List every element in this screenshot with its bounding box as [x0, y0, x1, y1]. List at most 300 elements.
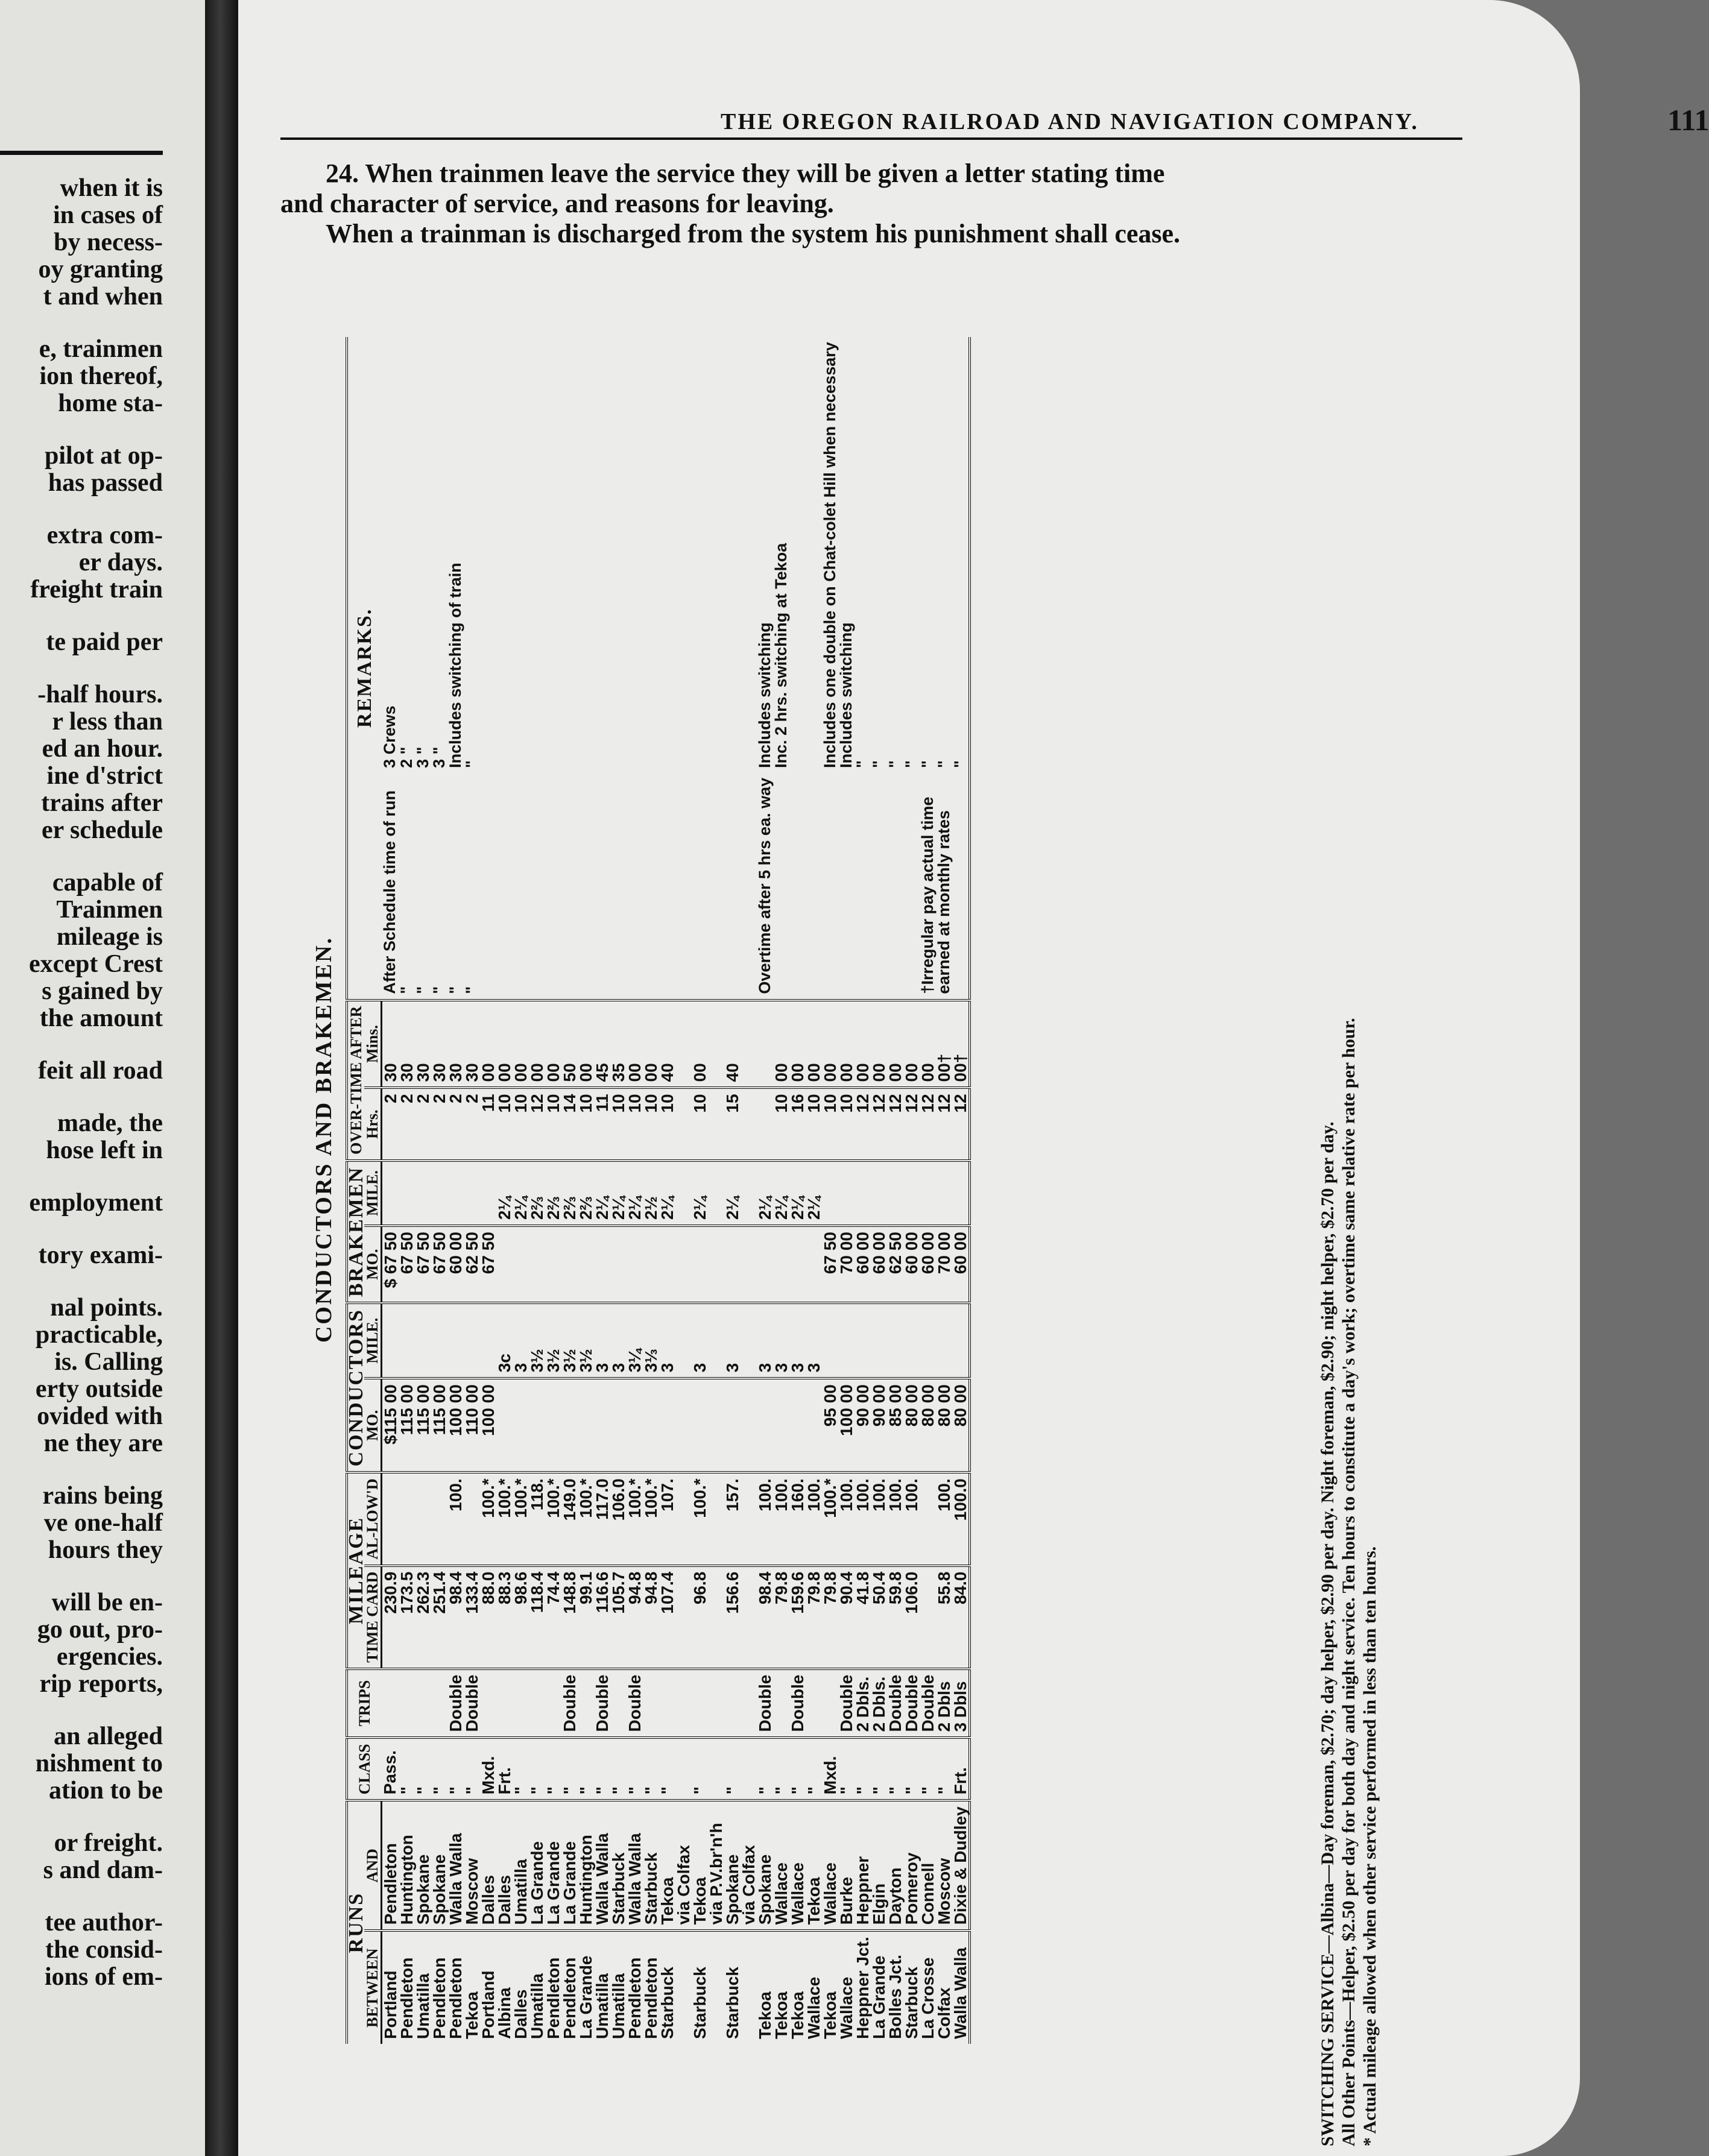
- class-cell: ": [724, 1738, 741, 1801]
- left-page-gap: [0, 1032, 163, 1058]
- table-row: [578, 337, 594, 2044]
- class-header: CLASS: [347, 1738, 382, 1801]
- class-cell: ": [936, 1738, 952, 1801]
- time-card-cell: 99.1: [578, 1566, 594, 1669]
- overtime-mins-cell: 00: [920, 1000, 936, 1088]
- left-page-line: er schedule: [41, 816, 163, 844]
- table-row: [659, 337, 675, 2044]
- remarks-b-cell: ": [918, 760, 937, 768]
- left-page-line: nishment to: [35, 1750, 163, 1777]
- remarks-b-cell: 2 ": [397, 746, 415, 768]
- remarks-a-cell: †Irregular pay actual time: [920, 773, 936, 1000]
- brakeman-mile-cell: [415, 1161, 431, 1226]
- conductor-mo-cell: [561, 1378, 578, 1472]
- trips-cell: Double: [887, 1669, 903, 1738]
- conductor-mo-cell: [594, 1378, 610, 1472]
- between-cell: Colfax: [935, 1987, 953, 2039]
- footnote-3: * Actual mileage allowed when other service performed in less than ten hours.: [1360, 1546, 1380, 2146]
- left-page-line: home sta-: [58, 389, 163, 417]
- remarks-b-cell: [659, 337, 675, 773]
- and-cell: Dixie & Dudley: [952, 1800, 970, 1931]
- allowed-cell: [464, 1472, 480, 1565]
- time-card-cell: 84.0: [952, 1566, 970, 1669]
- allowed-header: AL-LOW'D: [364, 1472, 382, 1565]
- left-page-line: oy granting: [38, 256, 163, 283]
- and-cell: Burke: [838, 1800, 854, 1931]
- left-page-line: pilot at op-: [44, 442, 163, 470]
- time-card-cell: 88.3: [496, 1566, 513, 1669]
- allowed-cell: 100.: [447, 1472, 464, 1565]
- brakeman-mile-cell: 2¼: [773, 1161, 789, 1226]
- allowed-cell: 100.: [773, 1472, 789, 1565]
- and-cell: Huntington: [578, 1800, 594, 1931]
- conductor-mile-cell: [431, 1303, 447, 1378]
- conductor-mo-cell: 80 00: [920, 1378, 936, 1472]
- left-page-line: e, trainmen: [39, 335, 163, 363]
- brakeman-mile-cell: 2⅔: [545, 1161, 561, 1226]
- overtime-hrs-cell: 10: [659, 1088, 675, 1160]
- remarks-b-cell: 3 ": [414, 746, 432, 768]
- between-cell: Heppner Jct.: [853, 1937, 872, 2039]
- overtime-hrs-cell: 10: [692, 1088, 708, 1160]
- left-page-line: -half hours.: [37, 681, 163, 708]
- class-cell: ": [561, 1738, 578, 1801]
- brakeman-mo-cell: [789, 1226, 806, 1303]
- footnote-2: All Other Points—Helper, $2.50 per day for both day and night service. Ten hours to constitute a day's work; overtime same relative rate per hour.: [1339, 1018, 1359, 2146]
- table-row: [545, 337, 561, 2044]
- conductor-mo-cell: 80 00: [952, 1378, 970, 1472]
- remarks-a-cell: [675, 773, 692, 1000]
- overtime-mins-cell: 00: [627, 1000, 643, 1088]
- remarks-b-cell: [561, 337, 578, 773]
- trips-cell: [692, 1669, 708, 1738]
- left-page-line: te paid per: [46, 628, 163, 656]
- time-card-cell: 133.4: [464, 1566, 480, 1669]
- remarks-a-cell: [578, 773, 594, 1000]
- brakeman-mo-header: MO.: [364, 1226, 382, 1303]
- class-cell: ": [757, 1738, 773, 1801]
- conductor-mile-cell: 3: [659, 1303, 675, 1378]
- between-cell: Dalles: [511, 1989, 530, 2039]
- brakeman-mo-cell: [578, 1226, 594, 1303]
- remarks-a-cell: ": [415, 773, 431, 1000]
- allowed-cell: [431, 1472, 447, 1565]
- trips-cell: 2 Dbls.: [854, 1669, 871, 1738]
- overtime-mins-cell: 35: [610, 1000, 627, 1088]
- allowed-cell: 100.*: [513, 1472, 529, 1565]
- left-page-line: freight train: [30, 576, 163, 604]
- remarks-b-cell: [708, 337, 724, 773]
- conductors-header: CONDUCTORS: [347, 1303, 364, 1472]
- table-row: [708, 337, 724, 2044]
- trips-cell: Double: [464, 1669, 480, 1738]
- class-cell: ": [806, 1738, 822, 1801]
- allowed-cell: [741, 1472, 757, 1565]
- left-page-line: when it is: [60, 174, 163, 202]
- class-cell: ": [887, 1738, 903, 1801]
- allowed-cell: [675, 1472, 692, 1565]
- between-cell: Pendleton: [446, 1957, 465, 2039]
- table-row: [724, 337, 741, 2044]
- conductor-mile-cell: 3¼: [627, 1303, 643, 1378]
- class-cell: ": [871, 1738, 887, 1801]
- remarks-a-cell: [871, 773, 887, 1000]
- conductor-mo-cell: 95 00: [822, 1378, 838, 1472]
- overtime-mins-cell: 00: [789, 1000, 806, 1088]
- brakeman-mile-cell: 2¼: [724, 1161, 741, 1226]
- class-cell: ": [415, 1738, 431, 1801]
- table-row: [887, 337, 903, 2044]
- and-cell: La Grande: [561, 1800, 578, 1931]
- and-cell: Starbuck: [643, 1800, 659, 1931]
- remarks-a-cell: [887, 773, 903, 1000]
- and-cell: Moscow: [464, 1800, 480, 1931]
- brakeman-mile-cell: 2¼: [692, 1161, 708, 1226]
- brakemen-header: BRAKEMEN: [347, 1161, 364, 1303]
- time-card-cell: 98.4: [757, 1566, 773, 1669]
- class-cell: [675, 1738, 692, 1801]
- allowed-cell: 160.: [789, 1472, 806, 1565]
- table-row: [594, 337, 610, 2044]
- trips-cell: Double: [920, 1669, 936, 1738]
- left-page-line: ed an hour.: [42, 735, 163, 763]
- between-cell: Portland: [381, 1970, 400, 2039]
- left-page-line: erty outside: [35, 1375, 163, 1403]
- class-cell: ": [399, 1738, 415, 1801]
- brakeman-mo-cell: 67 50: [399, 1226, 415, 1303]
- remarks-a-cell: [708, 773, 724, 1000]
- remarks-a-cell: ": [399, 773, 415, 1000]
- and-cell: Elgin: [871, 1800, 887, 1931]
- allowed-cell: 107.: [659, 1472, 675, 1565]
- time-card-cell: 230.9: [382, 1566, 399, 1669]
- table-row: [643, 337, 659, 2044]
- overtime-hrs-cell: 2: [415, 1088, 431, 1160]
- between-cell: [741, 1931, 757, 2044]
- overtime-mins-cell: 00: [773, 1000, 789, 1088]
- conductor-mo-cell: 80 00: [903, 1378, 920, 1472]
- time-card-cell: [675, 1566, 692, 1669]
- left-page-line: ion thereof,: [39, 362, 163, 390]
- left-page-line: ne they are: [43, 1429, 163, 1457]
- table-row: [789, 337, 806, 2044]
- class-cell: ": [529, 1738, 545, 1801]
- conductor-mile-cell: [936, 1303, 952, 1378]
- left-page: [0, 0, 211, 2156]
- overtime-mins-cell: 00: [480, 1000, 496, 1088]
- overtime-hrs-cell: 10: [627, 1088, 643, 1160]
- page-number: 111: [1667, 103, 1709, 137]
- left-page-line: hose left in: [46, 1136, 163, 1164]
- overtime-mins-cell: [675, 1000, 692, 1088]
- conductor-mo-header: MO.: [364, 1378, 382, 1472]
- brakeman-mile-cell: 2¼: [610, 1161, 627, 1226]
- class-cell: Mxd.: [480, 1738, 496, 1801]
- brakeman-mo-cell: 62 50: [887, 1226, 903, 1303]
- time-card-header: TIME CARD: [364, 1566, 382, 1669]
- conductor-mile-cell: [675, 1303, 692, 1378]
- and-cell: Umatilla: [513, 1800, 529, 1931]
- brakeman-mo-cell: [496, 1226, 513, 1303]
- running-head: THE OREGON RAILROAD AND NAVIGATION COMPANY.: [721, 109, 1419, 134]
- remarks-a-cell: ": [447, 773, 464, 1000]
- remarks-b-cell: [692, 337, 708, 773]
- left-page-gap: [0, 1564, 163, 1589]
- table-row: [920, 337, 936, 2044]
- and-cell: via Colfax: [675, 1800, 692, 1931]
- time-card-cell: 159.6: [789, 1566, 806, 1669]
- class-cell: ": [643, 1738, 659, 1801]
- overtime-hrs-cell: 11: [480, 1088, 496, 1160]
- time-card-cell: 50.4: [871, 1566, 887, 1669]
- and-cell: Walla Walla: [627, 1800, 643, 1931]
- overtime-mins-cell: 40: [724, 1000, 741, 1088]
- trips-cell: [529, 1669, 545, 1738]
- brakeman-mo-cell: [675, 1226, 692, 1303]
- between-cell: Portland: [479, 1970, 498, 2039]
- overtime-hrs-cell: 2: [464, 1088, 480, 1160]
- trips-cell: [513, 1669, 529, 1738]
- allowed-cell: 100.: [854, 1472, 871, 1565]
- overtime-hrs-cell: 2: [431, 1088, 447, 1160]
- brakeman-mile-cell: [854, 1161, 871, 1226]
- table-row: [806, 337, 822, 2044]
- trips-cell: [431, 1669, 447, 1738]
- overtime-mins-cell: 00: [854, 1000, 871, 1088]
- time-card-cell: 88.0: [480, 1566, 496, 1669]
- table-row: [741, 337, 757, 2044]
- brakeman-mile-cell: [887, 1161, 903, 1226]
- conductor-mile-cell: 3½: [529, 1303, 545, 1378]
- brakeman-mo-cell: [659, 1226, 675, 1303]
- remarks-b-cell: [594, 337, 610, 773]
- brakeman-mo-cell: [561, 1226, 578, 1303]
- and-cell: Walla Walla: [447, 1800, 464, 1931]
- table-row: [675, 337, 692, 2044]
- class-cell: ": [920, 1738, 936, 1801]
- between-cell: Walla Walla: [951, 1947, 970, 2039]
- conductor-mile-cell: [822, 1303, 838, 1378]
- and-cell: La Grande: [529, 1800, 545, 1931]
- remarks-a-cell: [822, 773, 838, 1000]
- left-page-line: an alleged: [54, 1723, 163, 1750]
- conductor-mile-cell: [741, 1303, 757, 1378]
- overtime-hrs-cell: 10: [513, 1088, 529, 1160]
- and-cell: Spokane: [431, 1800, 447, 1931]
- table-row: [447, 337, 464, 2044]
- overtime-mins-cell: 30: [431, 1000, 447, 1088]
- allowed-cell: 100.: [936, 1472, 952, 1565]
- conductor-mo-cell: 115 00: [415, 1378, 431, 1472]
- conductor-mo-cell: 100 00: [447, 1378, 464, 1472]
- conductors-brakemen-table: [346, 337, 971, 2044]
- table-row: [415, 337, 431, 2044]
- overtime-mins-cell: 00: [513, 1000, 529, 1088]
- left-page-line: rains being: [42, 1482, 163, 1510]
- allowed-cell: 100.*: [692, 1472, 708, 1565]
- between-cell: Tekoa: [756, 1991, 774, 2039]
- remarks-a-cell: [838, 773, 854, 1000]
- overtime-mins-cell: [757, 1000, 773, 1088]
- between-cell: Tekoa: [772, 1991, 791, 2039]
- conductor-mile-cell: 3⅓: [643, 1303, 659, 1378]
- and-cell: Connell: [920, 1800, 936, 1931]
- brakeman-mile-cell: 2½: [643, 1161, 659, 1226]
- rule-24-line-1: 24. When trainmen leave the service they will be given a letter stating time: [326, 159, 1165, 188]
- brakeman-mile-cell: [903, 1161, 920, 1226]
- time-card-cell: [708, 1566, 724, 1669]
- allowed-cell: 157.: [724, 1472, 741, 1565]
- class-cell: ": [903, 1738, 920, 1801]
- and-cell: Dayton: [887, 1800, 903, 1931]
- trips-cell: Double: [757, 1669, 773, 1738]
- brakeman-mile-cell: 2⅔: [561, 1161, 578, 1226]
- class-cell: [741, 1738, 757, 1801]
- conductor-mile-cell: 3½: [545, 1303, 561, 1378]
- overtime-hrs-cell: 12: [854, 1088, 871, 1160]
- brakeman-mo-cell: 70 00: [838, 1226, 854, 1303]
- table-row: [464, 337, 480, 2044]
- class-cell: [708, 1738, 724, 1801]
- trips-cell: [806, 1669, 822, 1738]
- remarks-a-cell: [773, 773, 789, 1000]
- trips-cell: [724, 1669, 741, 1738]
- conductor-mo-cell: 115 00: [431, 1378, 447, 1472]
- remarks-b-cell: ": [870, 760, 888, 768]
- brakeman-mo-cell: 60 00: [871, 1226, 887, 1303]
- and-cell: Heppner: [854, 1800, 871, 1931]
- overtime-mins-cell: 00: [806, 1000, 822, 1088]
- left-page-line: extra com-: [46, 522, 163, 549]
- conductor-mo-cell: [578, 1378, 594, 1472]
- table-row: [936, 337, 952, 2044]
- conductor-mile-cell: 3: [757, 1303, 773, 1378]
- time-card-cell: 94.8: [627, 1566, 643, 1669]
- overtime-mins-cell: 00: [578, 1000, 594, 1088]
- conductor-mile-cell: [871, 1303, 887, 1378]
- overtime-header: OVER-TIME AFTER: [347, 1000, 364, 1161]
- trips-cell: [741, 1669, 757, 1738]
- table-row: [627, 337, 643, 2044]
- trips-cell: 2 Dbls.: [871, 1669, 887, 1738]
- trips-cell: Double: [789, 1669, 806, 1738]
- between-cell: Umatilla: [609, 1973, 628, 2039]
- header-rule: [280, 137, 1462, 140]
- trips-cell: [382, 1669, 399, 1738]
- left-page-gap: [0, 1269, 163, 1294]
- allowed-cell: 106.0: [610, 1472, 627, 1565]
- between-cell: Pendleton: [625, 1957, 644, 2039]
- brakeman-mo-cell: [643, 1226, 659, 1303]
- between-cell: Wallace: [837, 1976, 856, 2039]
- trips-cell: [496, 1669, 513, 1738]
- and-cell: Dalles: [496, 1800, 513, 1931]
- and-cell: Wallace: [789, 1800, 806, 1931]
- allowed-cell: [415, 1472, 431, 1565]
- time-card-cell: 98.6: [513, 1566, 529, 1669]
- remarks-a-cell: [952, 773, 970, 1000]
- allowed-cell: 100.*: [627, 1472, 643, 1565]
- and-cell: Spokane: [724, 1800, 741, 1931]
- left-page-line: tee author-: [45, 1909, 163, 1937]
- brakeman-mo-cell: [741, 1226, 757, 1303]
- conductor-mo-cell: [789, 1378, 806, 1472]
- remarks-a-cell: After Schedule time of run: [382, 773, 399, 1000]
- time-card-cell: 251.4: [431, 1566, 447, 1669]
- remarks-b-cell: [578, 337, 594, 773]
- and-cell: Walla Walla: [594, 1800, 610, 1931]
- brakeman-mo-cell: 60 00: [920, 1226, 936, 1303]
- mileage-header: MILEAGE: [347, 1472, 364, 1668]
- table-row: [854, 337, 871, 2044]
- and-cell: La Grande: [545, 1800, 561, 1931]
- remarks-a-cell: [545, 773, 561, 1000]
- brakeman-mile-cell: [936, 1161, 952, 1226]
- left-page-line: tory exami-: [38, 1241, 163, 1269]
- between-cell: Umatilla: [528, 1973, 546, 2039]
- overtime-hrs-cell: 16: [789, 1088, 806, 1160]
- overtime-hrs-cell: [757, 1088, 773, 1160]
- overtime-hrs-cell: 12: [871, 1088, 887, 1160]
- time-card-cell: 156.6: [724, 1566, 741, 1669]
- conductor-mo-cell: [724, 1378, 741, 1472]
- between-cell: Umatilla: [414, 1973, 432, 2039]
- overtime-hrs-cell: 10: [496, 1088, 513, 1160]
- conductor-mile-cell: 3½: [578, 1303, 594, 1378]
- overtime-mins-cell: [741, 1000, 757, 1088]
- brakeman-mile-cell: [952, 1161, 970, 1226]
- time-card-cell: 55.8: [936, 1566, 952, 1669]
- left-page-line: er days.: [78, 549, 163, 576]
- trips-cell: [415, 1669, 431, 1738]
- allowed-cell: 100.: [838, 1472, 854, 1565]
- remarks-b-cell: Includes switching: [837, 622, 855, 768]
- overtime-mins-cell: 00: [871, 1000, 887, 1088]
- brakeman-mile-cell: [741, 1161, 757, 1226]
- and-cell: Pomeroy: [903, 1800, 920, 1931]
- brakeman-mile-cell: [708, 1161, 724, 1226]
- conductor-mo-cell: 90 00: [854, 1378, 871, 1472]
- class-cell: ": [610, 1738, 627, 1801]
- remarks-b-cell: [627, 337, 643, 773]
- between-cell: Starbuck: [723, 1967, 742, 2039]
- overtime-mins-cell: 30: [447, 1000, 464, 1088]
- allowed-cell: 100.*: [822, 1472, 838, 1565]
- and-cell: Starbuck: [610, 1800, 627, 1931]
- brakeman-mo-cell: 60 00: [447, 1226, 464, 1303]
- time-card-cell: 94.8: [643, 1566, 659, 1669]
- left-page-line: nal points.: [50, 1294, 163, 1322]
- between-cell: Albina: [495, 1987, 514, 2039]
- remarks-a-cell: [627, 773, 643, 1000]
- trips-cell: Double: [903, 1669, 920, 1738]
- time-card-cell: 107.4: [659, 1566, 675, 1669]
- trips-cell: Double: [627, 1669, 643, 1738]
- overtime-hrs-cell: [708, 1088, 724, 1160]
- remarks-b-cell: 3 Crews: [380, 705, 399, 768]
- overtime-mins-cell: 00: [838, 1000, 854, 1088]
- left-page-line: Trainmen: [56, 896, 163, 924]
- conductor-mile-cell: [708, 1303, 724, 1378]
- left-page-gap: [0, 417, 163, 443]
- remarks-b-cell: [789, 337, 806, 773]
- and-cell: via Colfax: [741, 1800, 757, 1931]
- remarks-a-cell: [529, 773, 545, 1000]
- brakeman-mo-cell: [627, 1226, 643, 1303]
- and-cell: Tekoa: [806, 1800, 822, 1931]
- left-page-line: the consid-: [45, 1936, 163, 1964]
- conductor-mo-cell: [643, 1378, 659, 1472]
